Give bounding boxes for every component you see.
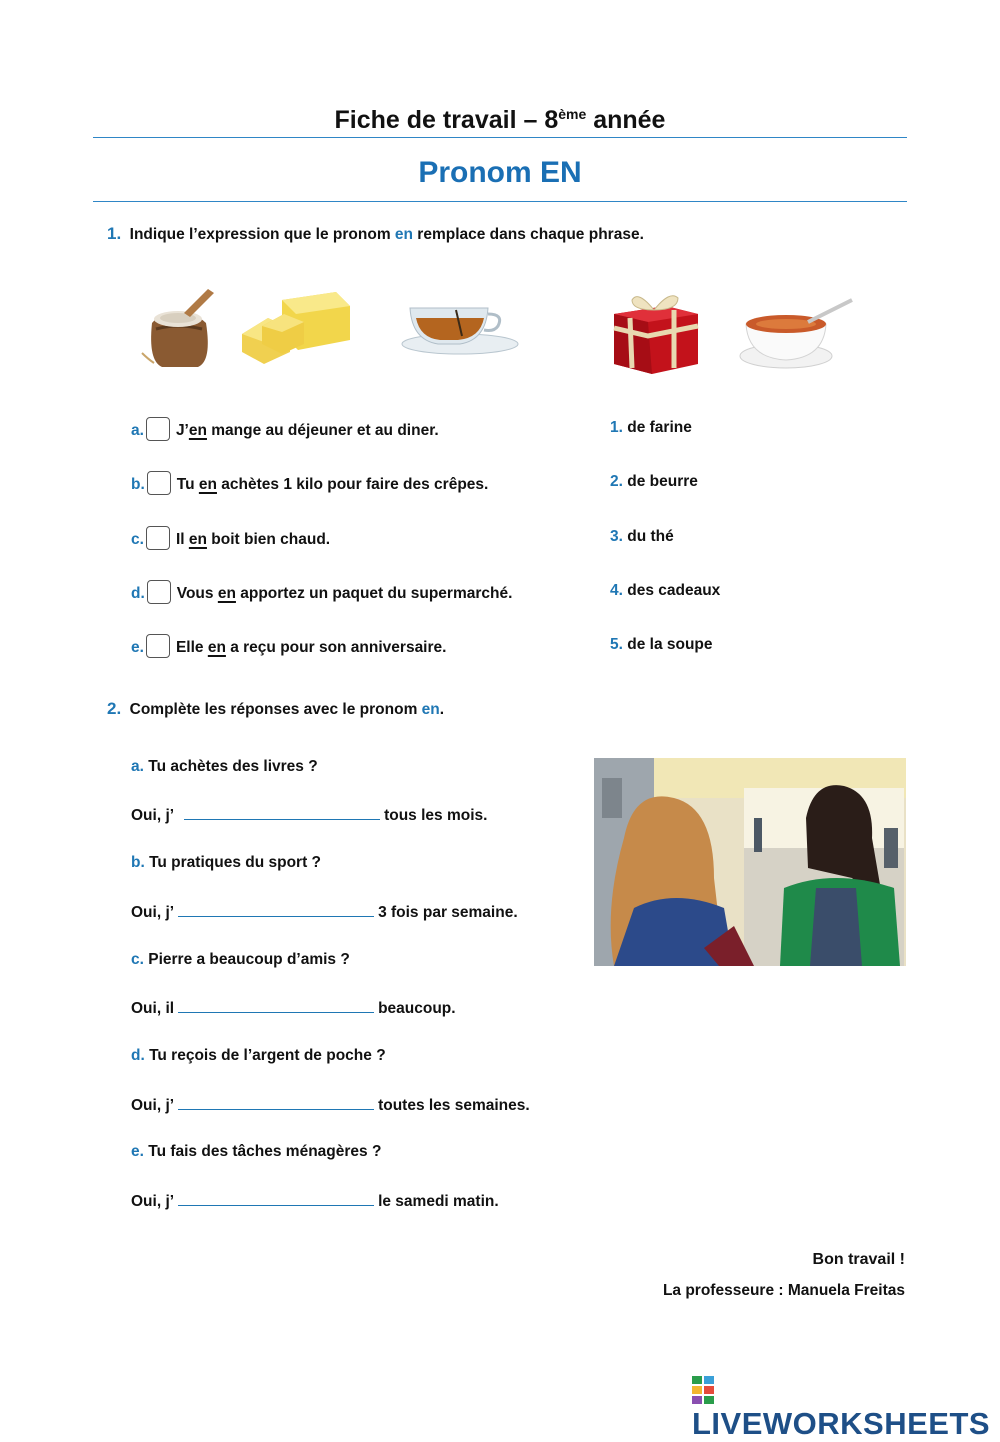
q2-answer-c: Oui, il beaucoup. bbox=[131, 1000, 456, 1017]
option-5: 5. de la soupe bbox=[610, 636, 713, 653]
teacher-name: La professeure : Manuela Freitas bbox=[662, 1282, 905, 1299]
option-3: 3. du thé bbox=[610, 528, 674, 545]
q2-question-d: d. Tu reçois de l’argent de poche ? bbox=[131, 1047, 386, 1064]
divider bbox=[93, 137, 907, 138]
option-1: 1. de farine bbox=[610, 419, 692, 436]
answer-checkbox-b[interactable] bbox=[147, 471, 171, 495]
answer-blank-e[interactable] bbox=[178, 1191, 374, 1206]
students-photo bbox=[594, 758, 906, 966]
question-1: 1. Indique l’expression que le pronom en remplace dans chaque phrase. bbox=[107, 224, 644, 243]
page-title: Fiche de travail – 8ème année bbox=[334, 106, 666, 134]
option-2: 2. de beurre bbox=[610, 473, 698, 490]
soup-bowl-image bbox=[738, 296, 856, 374]
answer-blank-b[interactable] bbox=[178, 902, 374, 917]
answer-checkbox-c[interactable] bbox=[146, 526, 170, 550]
q2-answer-e: Oui, j’ le samedi matin. bbox=[131, 1193, 499, 1210]
divider bbox=[93, 201, 907, 202]
answer-checkbox-e[interactable] bbox=[146, 634, 170, 658]
sentence-e: e. Elle en a reçu pour son anniversaire. bbox=[131, 636, 446, 660]
q2-answer-a: Oui, j’ tous les mois. bbox=[131, 807, 488, 824]
q2-question-e: e. Tu fais des tâches ménagères ? bbox=[131, 1143, 382, 1160]
answer-checkbox-d[interactable] bbox=[147, 580, 171, 604]
q2-question-a: a. Tu achètes des livres ? bbox=[131, 758, 318, 775]
sentence-b: b. Tu en achètes 1 kilo pour faire des crêpes. bbox=[131, 473, 488, 497]
page-subtitle: Pronom EN bbox=[418, 156, 582, 189]
sentence-c: c. Il en boit bien chaud. bbox=[131, 528, 330, 552]
sentence-d: d. Vous en apportez un paquet du supermarché. bbox=[131, 582, 512, 606]
answer-blank-a[interactable] bbox=[184, 805, 380, 820]
q2-answer-b: Oui, j’ 3 fois par semaine. bbox=[131, 904, 518, 921]
q2-answer-d: Oui, j’ toutes les semaines. bbox=[131, 1097, 530, 1114]
q2-question-b: b. Tu pratiques du sport ? bbox=[131, 854, 322, 871]
answer-checkbox-a[interactable] bbox=[146, 417, 170, 441]
sentence-a: a. J’en mange au déjeuner et au diner. bbox=[131, 419, 439, 443]
question-2: 2. Complète les réponses avec le pronom en. bbox=[107, 699, 445, 718]
butter-image bbox=[238, 288, 354, 366]
gift-box-image bbox=[608, 288, 702, 376]
option-4: 4. des cadeaux bbox=[610, 582, 721, 599]
q2-question-c: c. Pierre a beaucoup d’amis ? bbox=[131, 951, 350, 968]
logo-icon bbox=[692, 1374, 714, 1404]
closing-text: Bon travail ! bbox=[812, 1251, 905, 1268]
flour-sack-image bbox=[138, 283, 216, 371]
answer-blank-c[interactable] bbox=[178, 998, 374, 1013]
answer-blank-d[interactable] bbox=[178, 1095, 374, 1110]
tea-cup-image bbox=[398, 296, 522, 360]
liveworksheets-logo[interactable]: LIVEWORKSHEETS bbox=[692, 1374, 1000, 1442]
